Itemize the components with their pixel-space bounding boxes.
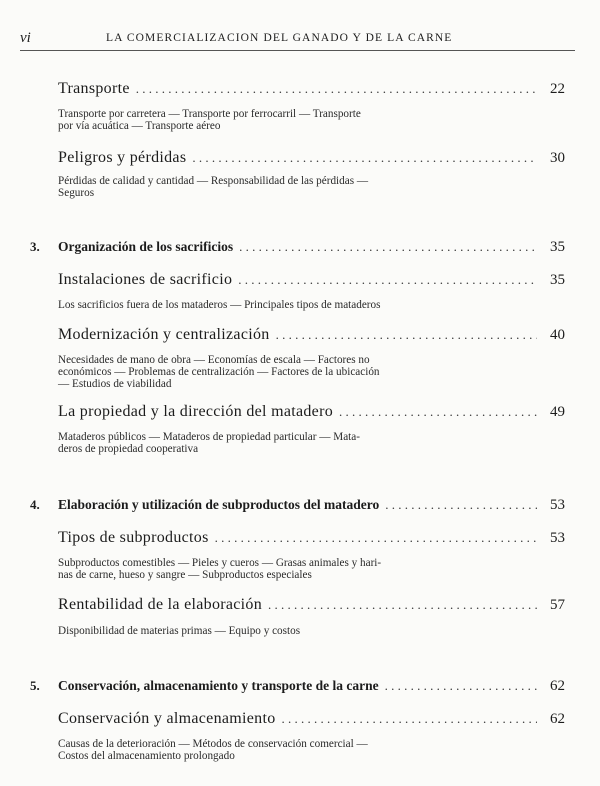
entry-subtopics xyxy=(58,108,518,132)
chapter-number: 3. xyxy=(30,239,40,254)
running-title: LA COMERCIALIZACION DEL GANADO Y DE LA CARNE xyxy=(106,32,453,44)
subtopic-line: Los sacrificios fuera de los mataderos — Principales tipos de mataderos xyxy=(58,299,381,311)
entry-title: Modernización y centralización xyxy=(58,326,270,343)
section-entry xyxy=(58,149,565,167)
subtopic-line: Transporte por carretera — Transporte por ferrocarril — Transporte xyxy=(58,108,361,120)
entry-title: Transporte xyxy=(58,80,130,97)
section-entry xyxy=(58,529,565,547)
entry-page-number: 40 xyxy=(550,327,565,343)
dot-leader xyxy=(136,81,537,97)
chapter-entry xyxy=(30,239,565,256)
entry-title: Elaboración y utilización de subproductos del matadero xyxy=(58,497,380,512)
entry-title: Organización de los sacrificios xyxy=(58,239,234,254)
chapter-number: 4. xyxy=(30,497,40,512)
dot-leader xyxy=(339,404,537,420)
entry-page-number: 53 xyxy=(550,530,565,546)
subtopic-line: Causas de la deterioración — Métodos de conservación comercial — xyxy=(58,738,368,750)
subtopic-line: Subproductos comestibles — Pieles y cueros — Grasas animales y hari- xyxy=(58,557,382,569)
section-entry xyxy=(58,403,565,421)
entry-page-number: 62 xyxy=(550,678,565,694)
chapter-number: 5. xyxy=(30,678,40,693)
entry-subtopics xyxy=(58,625,518,637)
dot-leader xyxy=(215,530,537,546)
dot-leader xyxy=(276,327,537,343)
entry-page-number: 49 xyxy=(550,404,565,420)
entry-title: Peligros y pérdidas xyxy=(58,149,187,166)
dot-leader xyxy=(385,497,537,513)
section-entry xyxy=(58,271,565,289)
entry-title: Conservación y almacenamiento xyxy=(58,710,276,727)
dot-leader xyxy=(385,678,537,694)
entry-subtopics xyxy=(58,738,518,762)
subtopic-line: nas de carne, hueso y sangre — Subproductos especiales xyxy=(58,569,312,581)
entry-page-number: 35 xyxy=(550,239,565,255)
chapter-entry xyxy=(30,678,565,695)
dot-leader xyxy=(238,272,537,288)
entry-subtopics xyxy=(58,354,518,390)
entry-title: Rentabilidad de la elaboración xyxy=(58,596,263,613)
subtopic-line: Costos del almacenamiento prolongado xyxy=(58,750,235,762)
entry-title: Instalaciones de sacrificio xyxy=(58,271,233,288)
dot-leader xyxy=(282,711,537,727)
running-header xyxy=(20,30,575,51)
page-number: vi xyxy=(20,30,31,46)
section-entry xyxy=(58,326,565,344)
entry-page-number: 57 xyxy=(550,597,565,613)
entry-page-number: 22 xyxy=(550,81,565,97)
entry-subtopics xyxy=(58,431,518,455)
subtopic-line: Necesidades de mano de obra — Economías de escala — Factores no xyxy=(58,354,370,366)
entry-page-number: 35 xyxy=(550,272,565,288)
entry-page-number: 53 xyxy=(550,497,565,513)
entry-title: Conservación, almacenamiento y transporte de la carne xyxy=(58,678,379,693)
dot-leader xyxy=(268,597,537,613)
entry-subtopics xyxy=(58,175,518,199)
subtopic-line: Pérdidas de calidad y cantidad — Responsabilidad de las pérdidas — xyxy=(58,175,369,187)
entry-page-number: 30 xyxy=(550,150,565,166)
subtopic-line: Mataderos públicos — Mataderos de propiedad particular — Mata- xyxy=(58,431,360,443)
dot-leader xyxy=(192,150,537,166)
chapter-entry xyxy=(30,497,565,514)
section-entry xyxy=(58,80,565,98)
section-entry xyxy=(58,710,565,728)
entry-page-number: 62 xyxy=(550,711,565,727)
dot-leader xyxy=(239,239,537,255)
entry-title: La propiedad y la dirección del matadero xyxy=(58,403,333,420)
subtopic-line: Disponibilidad de materias primas — Equipo y costos xyxy=(58,625,301,637)
entry-title: Tipos de subproductos xyxy=(58,529,209,546)
subtopic-line: deros de propiedad cooperativa xyxy=(58,443,199,455)
entry-subtopics xyxy=(58,557,518,581)
subtopic-line: por vía acuática — Transporte aéreo xyxy=(58,120,221,132)
subtopic-line: económicos — Problemas de centralización — Factores de la ubicación xyxy=(58,366,380,378)
subtopic-line: Seguros xyxy=(58,187,95,199)
subtopic-line: — Estudios de viabilidad xyxy=(58,378,172,390)
entry-subtopics xyxy=(58,299,518,311)
section-entry xyxy=(58,596,565,614)
